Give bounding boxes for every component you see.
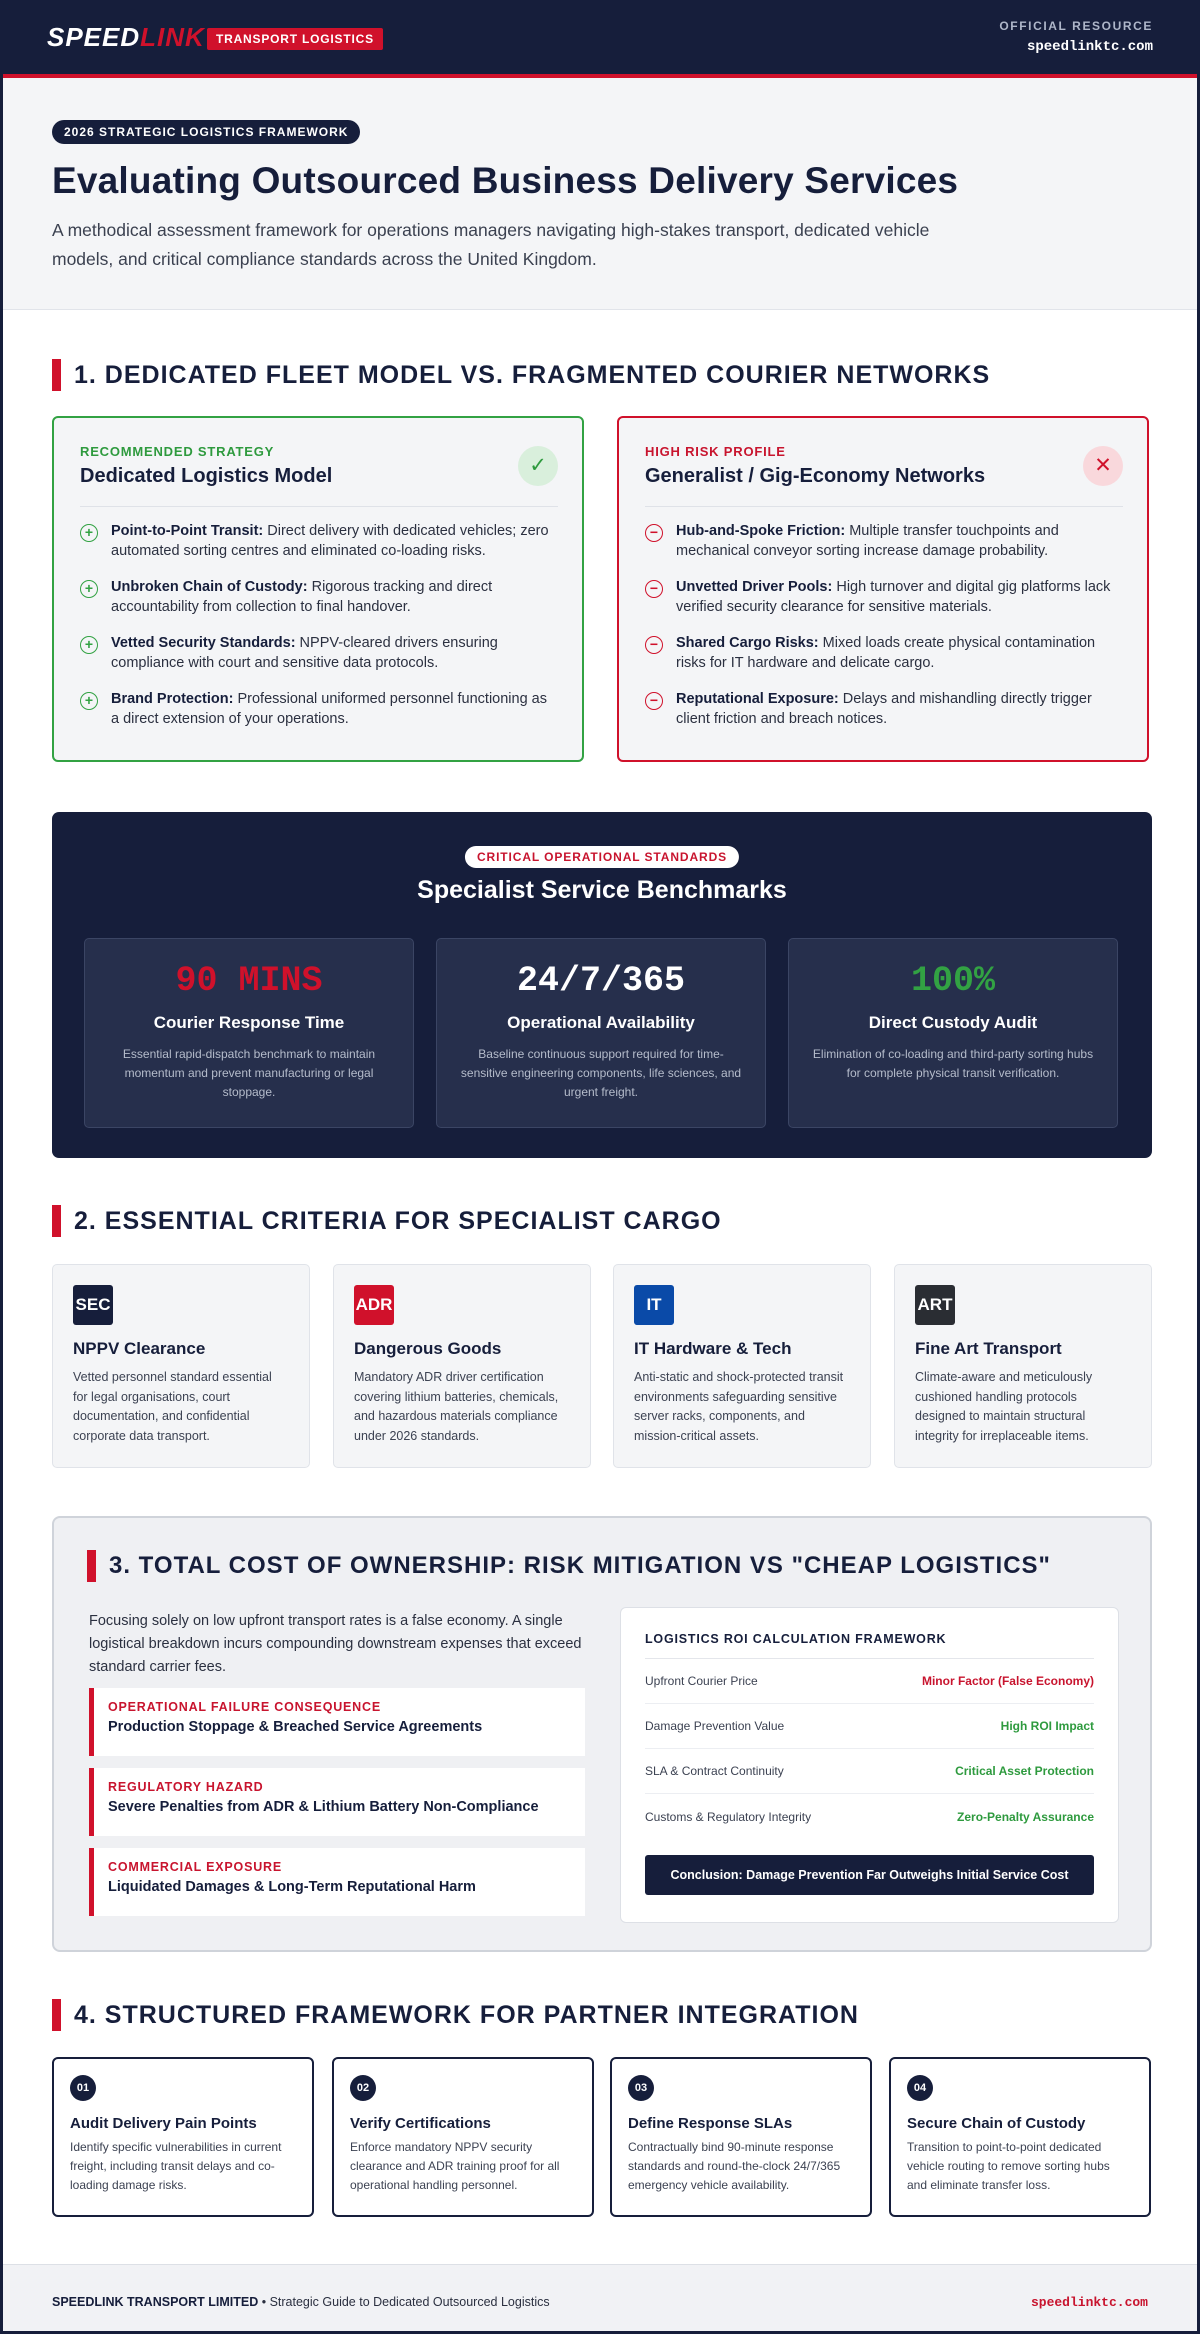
art-badge: ART	[915, 1285, 955, 1325]
official-resource-block	[999, 19, 1153, 55]
card-title: Dedicated Logistics Model	[80, 465, 333, 487]
benchmark-value: 90 MINS	[175, 961, 323, 1001]
step-title: Secure Chain of Custody	[907, 2115, 1086, 2132]
roi-label: SLA & Contract Continuity	[645, 1764, 784, 1778]
plus-icon: +	[80, 524, 98, 542]
benefit-item: + Unbroken Chain of Custody: Rigorous tracking and direct accountability from collection to final handover.	[80, 577, 558, 617]
section-3-title: 3. TOTAL COST OF OWNERSHIP: RISK MITIGATION VS "CHEAP LOGISTICS"	[87, 1550, 1051, 1582]
check-icon: ✓	[518, 446, 558, 486]
step-desc: Identify specific vulnerabilities in current freight, including transit delays and co-loading damage risks.	[70, 2140, 282, 2192]
risk-item: − Shared Cargo Risks: Mixed loads create physical contamination risks for IT hardware and delicate cargo.	[645, 633, 1123, 673]
roi-label: Customs & Regulatory Integrity	[645, 1809, 812, 1824]
card-title: Generalist / Gig-Economy Networks	[645, 465, 986, 487]
step-number: 02	[350, 2075, 376, 2101]
roi-row	[645, 1704, 1094, 1749]
risk-text: Liquidated Damages & Long-Term Reputational Harm	[108, 1879, 476, 1895]
benchmark-title: Courier Response Time	[153, 1013, 345, 1032]
step-number: 04	[907, 2075, 933, 2101]
dedicated-model-card	[52, 416, 584, 762]
page-subtitle: A methodical assessment framework for operations managers navigating high-stakes transport, dedicated vehicle models, and critical compliance standards across the United Kingdom.	[52, 220, 930, 269]
logo-text-speed: SPEED	[47, 22, 141, 52]
benefit-item: + Vetted Security Standards: NPPV-cleared drivers ensuring compliance with court and sensitive data protocols.	[80, 633, 558, 673]
plus-icon: +	[80, 580, 98, 598]
benefit-item: + Brand Protection: Professional uniformed personnel functioning as a direct extension of your operations.	[80, 689, 558, 729]
benchmark-desc: Elimination of co-loading and third-party sorting hubs for complete physical transit verification.	[812, 1047, 1094, 1080]
footer-company: SPEEDLINK TRANSPORT LIMITED	[52, 2295, 259, 2309]
page-title: Evaluating Outsourced Business Delivery Services	[52, 160, 959, 201]
benchmark-value: 100%	[910, 961, 995, 1001]
criteria-title: IT Hardware & Tech	[634, 1339, 792, 1358]
benchmark-value: 24/7/365	[516, 961, 686, 1001]
criteria-desc: Climate-aware and meticulously cushioned handling protocols designed to maintain structural integrity for irreplaceable items.	[915, 1370, 1093, 1443]
benchmarks-pill: CRITICAL OPERATIONAL STANDARDS	[465, 846, 739, 868]
criteria-title: Fine Art Transport	[915, 1339, 1062, 1358]
risk-kicker: OPERATIONAL FAILURE CONSEQUENCE	[108, 1700, 381, 1714]
criteria-desc: Mandatory ADR driver certification covering lithium batteries, chemicals, and hazardous materials compliance under 2026 standards.	[354, 1370, 559, 1443]
divider	[645, 506, 1123, 507]
step-title: Define Response SLAs	[628, 2115, 793, 2132]
sec-badge: SEC	[73, 1285, 113, 1325]
risk-callout	[89, 1768, 585, 1836]
risk-kicker: REGULATORY HAZARD	[108, 1780, 264, 1794]
minus-icon: −	[645, 580, 663, 598]
criteria-card-nppv	[52, 1264, 310, 1468]
criteria-desc: Vetted personnel standard essential for legal organisations, court documentation, and confidential corporate data transport.	[73, 1370, 272, 1443]
close-icon: ✕	[1083, 446, 1123, 486]
benchmarks-panel	[52, 812, 1152, 1158]
criteria-desc: Anti-static and shock-protected transit environments safeguarding sensitive server racks, components, and mission-critical assets.	[634, 1370, 844, 1443]
risk-item: − Unvetted Driver Pools: High turnover and digital gig platforms lack verified security clearance for sensitive materials.	[645, 577, 1123, 617]
criteria-card-art	[894, 1264, 1152, 1468]
integration-step	[889, 2057, 1151, 2217]
roi-value: Critical Asset Protection	[955, 1764, 1094, 1778]
roi-framework-box	[620, 1607, 1119, 1923]
benchmark-desc: Essential rapid-dispatch benchmark to maintain momentum and prevent manufacturing or legal stoppage.	[122, 1047, 376, 1099]
official-resource-label: OFFICIAL RESOURCE	[999, 19, 1153, 33]
section-2-title: 2. ESSENTIAL CRITERIA FOR SPECIALIST CARGO	[52, 1205, 722, 1237]
minus-icon: −	[645, 692, 663, 710]
logo-text-link: LINK	[140, 22, 205, 52]
it-badge: IT	[634, 1285, 674, 1325]
criteria-title: Dangerous Goods	[354, 1339, 502, 1358]
risk-item: − Hub-and-Spoke Friction: Multiple transfer touchpoints and mechanical conveyor sorting increase damage probability.	[645, 521, 1123, 561]
benchmark-card	[788, 938, 1118, 1128]
plus-icon: +	[80, 692, 98, 710]
risk-kicker: COMMERCIAL EXPOSURE	[108, 1860, 283, 1874]
roi-title: LOGISTICS ROI CALCULATION FRAMEWORK	[645, 1632, 1094, 1659]
roi-label: Upfront Courier Price	[645, 1674, 758, 1688]
header-site-link[interactable]: speedlinktc.com	[1026, 39, 1153, 55]
benchmark-card	[436, 938, 766, 1128]
risk-text: Severe Penalties from ADR & Lithium Battery Non-Compliance	[108, 1799, 539, 1815]
benchmark-card	[84, 938, 414, 1128]
risk-callout	[89, 1688, 585, 1756]
adr-badge: ADR	[354, 1285, 394, 1325]
transport-logistics-tag: TRANSPORT LOGISTICS	[207, 28, 383, 50]
step-desc: Contractually bind 90-minute response standards and round-the-clock 24/7/365 emergency vehicle availability.	[628, 2140, 841, 2192]
benefit-item: + Point-to-Point Transit: Direct delivery with dedicated vehicles; zero automated sorting centres and eliminated co-loading risks.	[80, 521, 558, 561]
roi-label: Damage Prevention Value	[645, 1719, 785, 1733]
tco-panel	[52, 1516, 1152, 1952]
roi-row	[645, 1794, 1094, 1839]
criteria-card-adr	[333, 1264, 591, 1468]
divider	[80, 506, 558, 507]
roi-row	[645, 1749, 1094, 1794]
step-number: 01	[70, 2075, 96, 2101]
step-desc: Enforce mandatory NPPV security clearance and ADR training proof for all operational handling personnel.	[350, 2140, 560, 2192]
criteria-title: NPPV Clearance	[73, 1339, 206, 1358]
hero-section	[3, 78, 1197, 310]
plus-icon: +	[80, 636, 98, 654]
footer-text	[52, 2295, 550, 2309]
step-title: Verify Certifications	[350, 2115, 491, 2132]
step-title: Audit Delivery Pain Points	[70, 2115, 257, 2132]
benchmarks-title: Specialist Service Benchmarks	[417, 876, 787, 904]
criteria-card-it	[613, 1264, 871, 1468]
integration-step	[332, 2057, 594, 2217]
roi-value: Zero-Penalty Assurance	[957, 1809, 1094, 1824]
benchmark-desc: Baseline continuous support required for time-sensitive engineering components, life sciences, and urgent freight.	[460, 1047, 742, 1099]
roi-row	[645, 1659, 1094, 1704]
footer-site-link[interactable]: speedlinktc.com	[1030, 2295, 1148, 2310]
roi-conclusion-banner: Conclusion: Damage Prevention Far Outweighs Initial Service Cost	[645, 1855, 1094, 1895]
generalist-network-card	[617, 416, 1149, 762]
top-header	[3, 0, 1197, 78]
speedlink-logo[interactable]	[47, 22, 205, 53]
framework-pill: 2026 STRATEGIC LOGISTICS FRAMEWORK	[52, 120, 360, 144]
footer-tagline: • Strategic Guide to Dedicated Outsourced Logistics	[258, 2295, 550, 2309]
card-kicker: RECOMMENDED STRATEGY	[80, 444, 275, 459]
tco-lead-text: Focusing solely on low upfront transport rates is a false economy. A single logistical breakdown incurs compounding downstream expenses that exceed standard carrier fees.	[89, 1613, 582, 1675]
minus-icon: −	[645, 524, 663, 542]
roi-value: Minor Factor (False Economy)	[921, 1674, 1094, 1688]
benchmark-title: Operational Availability	[507, 1013, 695, 1032]
minus-icon: −	[645, 636, 663, 654]
section-1-title: 1. DEDICATED FLEET MODEL VS. FRAGMENTED COURIER NETWORKS	[52, 359, 990, 391]
risk-text: Production Stoppage & Breached Service Agreements	[108, 1719, 483, 1735]
card-kicker: HIGH RISK PROFILE	[645, 444, 786, 459]
step-desc: Transition to point-to-point dedicated vehicle routing to remove sorting hubs and eliminate transfer loss.	[907, 2140, 1110, 2192]
risk-item: − Reputational Exposure: Delays and mishandling directly trigger client friction and breach notices.	[645, 689, 1123, 729]
integration-step	[610, 2057, 872, 2217]
risk-callout	[89, 1848, 585, 1916]
section-4-title: 4. STRUCTURED FRAMEWORK FOR PARTNER INTEGRATION	[52, 1999, 859, 2031]
step-number: 03	[628, 2075, 654, 2101]
roi-value: High ROI Impact	[1000, 1719, 1094, 1733]
benchmark-title: Direct Custody Audit	[868, 1013, 1038, 1032]
footer	[3, 2264, 1197, 2334]
integration-step	[52, 2057, 314, 2217]
